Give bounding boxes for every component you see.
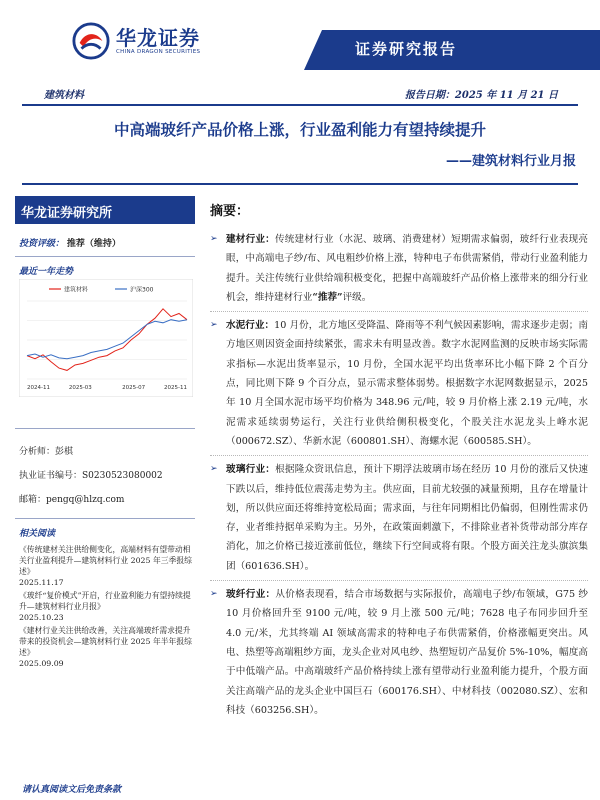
header-divider [22,104,578,106]
summary-item [210,585,588,724]
brand-name-en: CHINA DRAGON SECURITIES [116,49,201,55]
item-lead: 建材行业： [226,234,275,245]
item-lead: 水泥行业： [226,320,275,332]
related-item-date: 2025.09.09 [19,659,64,668]
summary-label: 摘要： [210,204,250,219]
rating-value: 推荐（维持） [66,239,121,249]
related-item[interactable]: 《建材行业关注供给改善，关注高端玻纤需求提升带来的投资机会—建筑材料行业 2025 年半年报综述》 [19,626,192,657]
rating [19,236,121,249]
legend-label: 沪深300 [130,286,154,294]
email-row [19,488,163,512]
related-item-date: 2025.10.23 [19,613,64,622]
related-item[interactable]: 《玻纤“复价模式”开启，行业盈利能力有望持续提升—建筑材料行业月报》 [19,591,191,611]
footer-hint: 请认真阅读文后免责条款 [22,785,122,795]
related-item[interactable]: 《传统建材关注供给侧变化，高端材料有望带动相关行业盈利提升—建筑材料行业 2025 年三季报综述》 [19,545,192,576]
email-label: 邮箱： [19,495,47,505]
bullet-arrow-icon: ➢ [210,234,218,244]
bullet-arrow-icon: ➢ [210,320,218,331]
report-type-label: 证券研究报告 [355,40,458,58]
brand-name: 华龙证券 [116,26,200,50]
item-text: 根据隆众资讯信息，预计下期浮法玻璃市场在经历 10 月份的涨后又快速下跌以后，维持低位震荡走势为主。供应面，目前尤较强的减量预期，且存在增量计划，所以供应面还将维持宽松局面；需求面，与往年同期相比仍偏弱，但刚性需求仍存，业者维持据单采购为主。另外，在政策面刺激下，不排除业者补货带动部分库存消化，加之价格已接近涨前低位，继续下行空间或将有限。个股方面关注龙头旗滨集团（601636.SH）。 [226,464,589,572]
sidebar [15,196,195,668]
item-text: 从价格表现看，结合市场数据与实际报价，高端电子纱/布领域，G75 纱 10 月价格回升至 9100 元/吨，较 9 月上涨 500 元/吨；7628 电子布同步回升至 4.0 元/米，尤其终端 AI 领域高需求的特种电子布供需紧俏，价格涨幅更突出。风电、热塑等高端粗纱方面，龙头企业对风电纱、热塑短切产品复价 5%-10%，幅度高于中低端产品。中高端玻纤产品价格持续上涨有望带动行业盈利能力提升，个股方面关注高端产品的龙头企业中国巨石（600176.SH）、中材科技（002080.SZ）、宏和科技（603256.SH）。 [226,589,589,716]
institute-name: 华龙证券研究所 [15,196,195,224]
dragon-logo-icon [72,22,110,60]
x-tick-label: 2025-07 [122,385,146,391]
summary-item [210,230,588,312]
item-lead: 玻璃行业： [226,464,276,476]
sidebar-divider [15,428,195,429]
analyst-label: 分析师： [19,447,56,457]
summary-section [210,200,588,728]
report-subtitle: ——建筑材料行业月报 [445,154,576,169]
brand-logo [72,22,200,60]
related-item-date: 2025.11.17 [19,578,64,587]
analyst-row [19,440,163,464]
bullet-arrow-icon: ➢ [210,464,218,475]
item-text: 传统建材行业（水泥、玻璃、消费建材）短期需求偏弱，玻纤行业表现亮眼，中高端电子纱/布、风电粗纱价格上涨，特种电子布供需紧俏，带动行业盈利能力提升。关注传统行业供给端积极变化，把握中高端玻纤产品价格上涨带来的细分行业机会，维持建材行业 [226,234,589,303]
x-tick-label: 2024-11 [27,385,50,391]
sector-tag: 建筑材料 [44,90,84,101]
report-subheader [22,86,578,104]
license-row [19,464,163,488]
analyst-name: 彭棋 [55,447,74,457]
rating-label: 投资评级： [19,239,65,249]
report-title: 中高端玻纤产品价格上涨，行业盈利能力有望持续提升 [113,121,486,139]
item-lead: 玻纤行业： [226,589,276,601]
report-header [0,0,600,90]
analyst-info [19,440,163,512]
summary-item [210,460,588,581]
x-tick-label: 2025-03 [68,385,92,391]
chart-title: 最近一年走势 [19,267,74,277]
related-reading-title: 相关阅读 [19,529,56,539]
report-date: 报告日期：2025 年 11 月 21 日 [404,90,558,101]
related-reading-list [19,544,193,671]
license-number: S0230523080002 [82,471,163,481]
license-label: 执业证书编号： [19,471,83,481]
item-tail: 评级。 [342,291,372,303]
sidebar-divider [15,256,195,257]
email-address[interactable]: pengq@hlzq.com [46,495,125,505]
legend-label: 建筑材料 [64,286,89,294]
title-divider [22,183,578,185]
trend-chart [19,279,193,397]
summary-item [210,316,588,456]
bullet-arrow-icon: ➢ [210,589,218,600]
sidebar-divider [15,518,195,519]
x-tick-label: 2025-11 [164,385,187,391]
item-text: 10 月份，北方地区受降温、降雨等不利气候因素影响，需求逐步走弱；南方地区则因资金面持续紧张，需求未有明显改善。数字水泥网监测的反映市场实际需求指标—水泥出货率显示，10 月份，全国水泥平均出货率环比小幅下降 2 个百分点，同比则下降 9 个百分点，显示需求整体弱势。根据数字水泥网数据显示，2025 年 10 月全国水泥市场平均价格为 348.96 元/吨，较 9 月价格上涨 2.19 元/吨，水泥需求延续弱势运行，关注行业供给侧积极变化，个股关注水泥龙头上峰水泥（000672.SZ）、华新水泥（600801.SH）、海螺水泥（600585.SH）。 [226,320,589,447]
item-emphasis: “推荐” [312,291,343,303]
